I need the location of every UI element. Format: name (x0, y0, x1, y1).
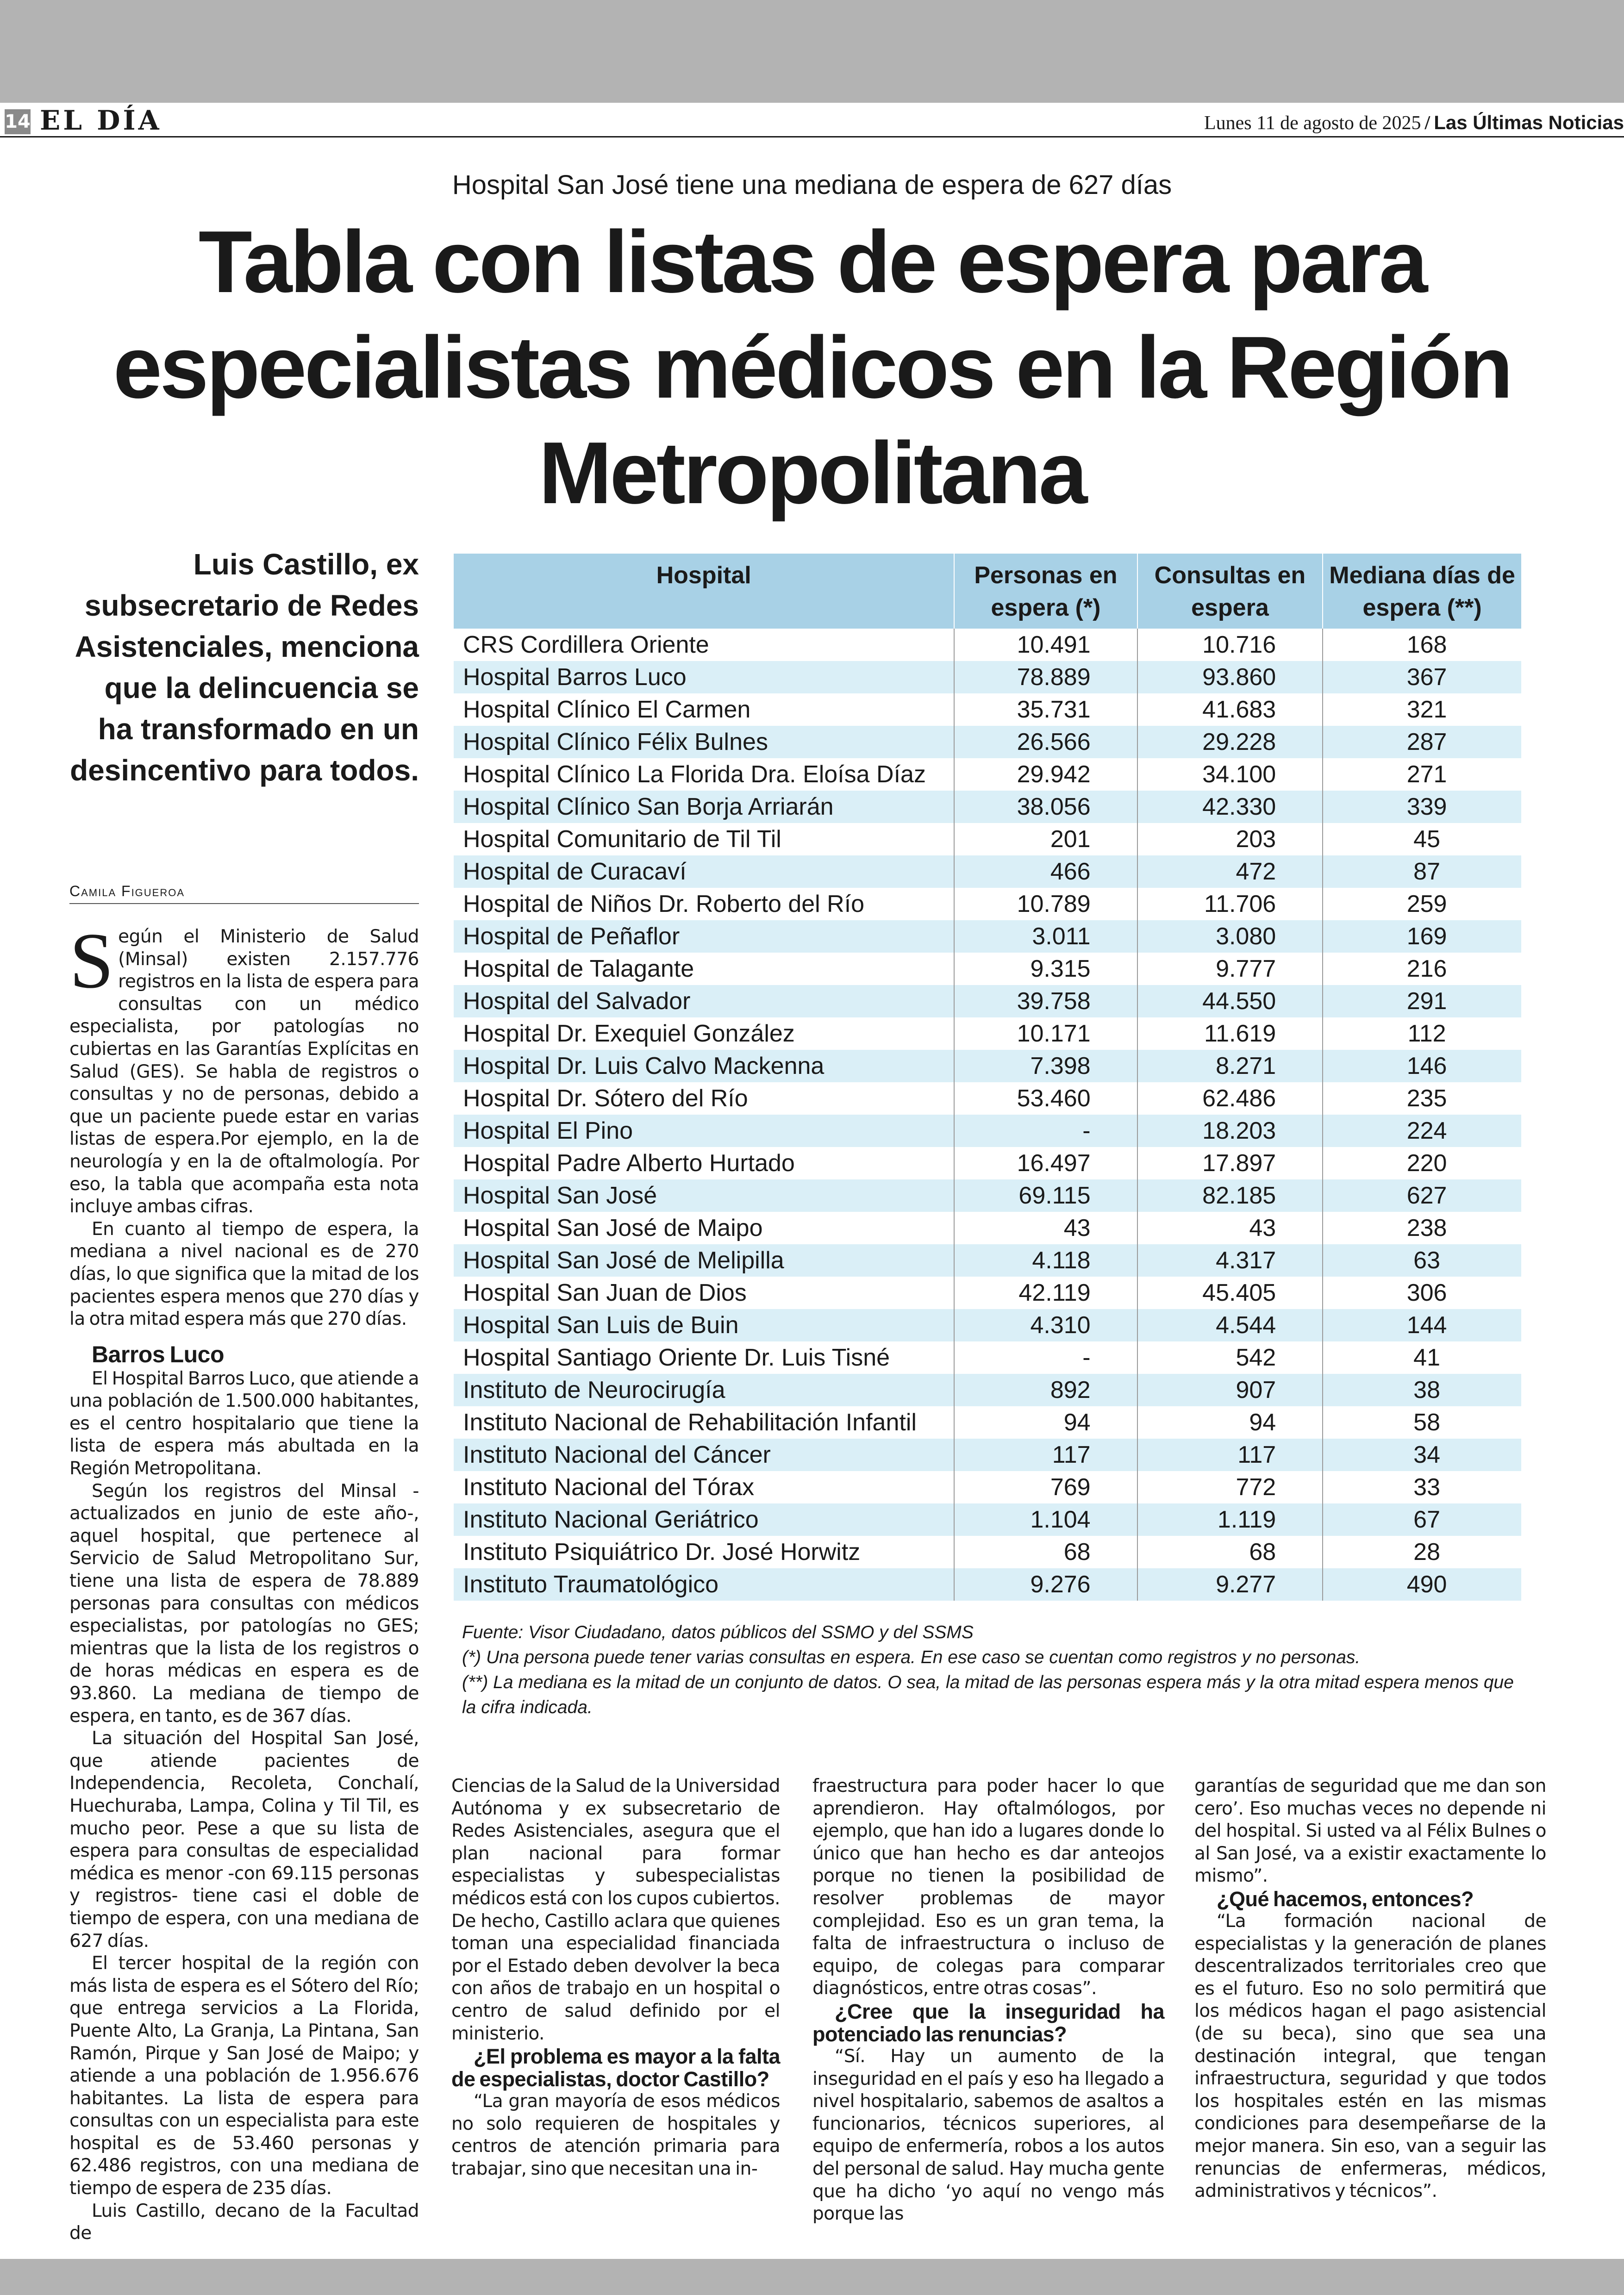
paragraph: Según los registros del Minsal -actualizados en junio de este año-, aquel hospital, que pertenece al Servicio de Salud Metropolitano Sur, tiene una lista de espera de 78.889 personas para consultas con médicos especialistas, por patologías no GES; mientras que la lista de los registros o de horas médicas en espera es de 93.860. La mediana de tiempo de espera, en tanto, es de 367 días. (69, 1480, 419, 1727)
cell-hospital: Instituto Traumatológico (463, 1571, 719, 1598)
cell-hospital: Instituto de Neurocirugía (463, 1377, 725, 1403)
cell-personas: 10.171 (954, 1017, 1137, 1050)
article-headline: Tabla con listas de espera para especialistas médicos en la Región Metropolitana (113, 213, 1511, 522)
cell-hospital: Hospital Dr. Sótero del Río (463, 1085, 748, 1112)
table-row (454, 1244, 1521, 1277)
article-kicker: Hospital San José tiene una mediana de espera de 627 días (452, 170, 1172, 200)
author-name: Camila Figueroa (69, 883, 185, 899)
table-row (454, 823, 1521, 855)
subheading-barros-luco: Barros Luco (92, 1341, 225, 1367)
cell-mediana: 367 (1323, 661, 1521, 693)
table-row (454, 1406, 1521, 1439)
table-row (454, 1536, 1521, 1568)
cell-consultas: 11.706 (1137, 888, 1323, 920)
cell-mediana: 287 (1323, 726, 1521, 758)
cell-hospital: Hospital San José de Maipo (463, 1215, 763, 1241)
cell-mediana: 58 (1323, 1406, 1521, 1439)
cell-hospital: Instituto Nacional del Tórax (463, 1474, 755, 1501)
cell-consultas: 203 (1137, 823, 1323, 855)
table-row (454, 1050, 1521, 1082)
cell-personas: 892 (954, 1374, 1137, 1406)
cell-mediana: 67 (1323, 1503, 1521, 1536)
paragraph: En cuanto al tiempo de espera, la mediana a nivel nacional es de 270 días, lo que significa que la mitad de los pacientes espera menos que 270 días y la otra mitad espera más que 270 días. (69, 1218, 419, 1330)
table-row (454, 758, 1521, 791)
cell-personas: 53.460 (954, 1082, 1137, 1115)
paragraph: fraestructura para poder hacer lo que aprendieron. Hay oftalmólogos, por ejemplo, que han ido a lugares donde lo único que han hecho es dar anteojos porque no tienen la posibilidad de resolver problemas de mayor complejidad. Eso es un gran tema, la falta de infraestructura o incluso de equipo, de colegas para comparar diagnósticos, entre otras cosas”. (812, 1776, 1164, 1999)
cell-personas: 78.889 (954, 661, 1137, 693)
cell-consultas: 43 (1137, 1212, 1323, 1244)
column-header-hospital: Hospital (454, 554, 954, 629)
byline (69, 882, 419, 904)
table-row (454, 953, 1521, 985)
cell-hospital: Hospital de Talagante (463, 955, 694, 982)
cell-hospital: Hospital San José (463, 1182, 657, 1209)
cell-mediana: 168 (1323, 629, 1521, 661)
cell-hospital: Hospital Clínico El Carmen (463, 696, 751, 723)
cell-hospital: Instituto Nacional de Rehabilitación Infantil (463, 1409, 917, 1436)
cell-personas: - (954, 1115, 1137, 1147)
cell-consultas: 9.277 (1137, 1568, 1323, 1601)
cell-personas: 10.789 (954, 888, 1137, 920)
cell-personas: 68 (954, 1536, 1137, 1568)
cell-personas: 42.119 (954, 1277, 1137, 1309)
interview-question: ¿Cree que la inseguridad ha potenciado las renuncias? (812, 1999, 1164, 2046)
cell-mediana: 216 (1323, 953, 1521, 985)
cell-hospital: Hospital San José de Melipilla (463, 1247, 784, 1274)
cell-consultas: 68 (1137, 1536, 1323, 1568)
cell-mediana: 238 (1323, 1212, 1521, 1244)
paragraph: garantías de seguridad que me dan son cero’. Eso muchas veces no depende ni del hospital. Si usted va al Félix Bulnes o al San José, va a existir exactamente lo mismo”. (1194, 1776, 1546, 1887)
cell-consultas: 93.860 (1137, 661, 1323, 693)
cell-consultas: 472 (1137, 855, 1323, 888)
cell-hospital: Hospital Clínico La Florida Dra. Eloísa Díaz (463, 761, 926, 788)
section-name: EL DÍA (40, 105, 162, 136)
dateline-separator: / (1424, 112, 1430, 134)
table-notes (462, 1620, 1522, 1720)
cell-mediana: 271 (1323, 758, 1521, 791)
cell-hospital: Hospital Clínico Félix Bulnes (463, 729, 768, 755)
cell-consultas: 62.486 (1137, 1082, 1323, 1115)
table-row (454, 985, 1521, 1017)
cell-hospital: Instituto Nacional Geriátrico (463, 1506, 759, 1533)
issue-date: Lunes 11 de agosto de 2025 (1204, 112, 1421, 134)
waiting-list-table (454, 554, 1521, 1601)
cell-mediana: 627 (1323, 1179, 1521, 1212)
cell-personas: 69.115 (954, 1179, 1137, 1212)
cell-hospital: Hospital Santiago Oriente Dr. Luis Tisné (463, 1344, 890, 1371)
paragraph: Según el Ministerio de Salud (Minsal) existen 2.157.776 registros en la lista de espera para consultas con un médico especialista, por patologías no cubiertas en las Garantías Explícitas en Salud (GES). Se habla de registros o consultas y no de personas, debido a que un paciente puede estar en varias listas de espera.Por ejemplo, en la de neurología y en la de oftalmología. Por eso, la tabla que acompaña esta nota incluye ambas cifras. (69, 917, 419, 1217)
article-column-2 (451, 1775, 780, 2181)
table-note-personas: (*) Una persona puede tener varias consultas en espera. En ese caso se cuentan como registros y no personas. (462, 1647, 1361, 1667)
cell-consultas: 42.330 (1137, 791, 1323, 823)
paragraph: La situación del Hospital San José, que atiende pacientes de Independencia, Recoleta, Conchalí, Huechuraba, Lampa, Colina y Til Til, es mucho peor. Pese a que su lista de espera para consultas de especialidad médica es menor -con 69.115 personas y registros- tiene casi el doble de tiempo de espera, con una mediana de 627 días. (69, 1728, 419, 1952)
table-row (454, 1503, 1521, 1536)
cell-mediana: 146 (1323, 1050, 1521, 1082)
table-row (454, 1277, 1521, 1309)
interview-question: ¿El problema es mayor a la falta de especialistas, doctor Castillo? (451, 2045, 780, 2091)
cell-hospital: Hospital Comunitario de Til Til (463, 826, 781, 853)
cell-mediana: 220 (1323, 1147, 1521, 1179)
table-row (454, 1439, 1521, 1471)
drop-cap: S (69, 917, 114, 1005)
cell-consultas: 41.683 (1137, 693, 1323, 726)
cell-consultas: 117 (1137, 1439, 1323, 1471)
cell-consultas: 11.619 (1137, 1017, 1323, 1050)
table-row (454, 920, 1521, 953)
paragraph: Ciencias de la Salud de la Universidad Autónoma y ex subsecretario de Redes Asistenciales, asegura que el plan nacional para formar especialistas y subespecialistas médicos está con los cupos cubiertos. De hecho, Castillo aclara que quienes toman una especialidad financiada por el Estado deben devolver la beca con años de trabajo en un hospital o centro de salud definido por el ministerio. (451, 1776, 780, 2044)
cell-mediana: 38 (1323, 1374, 1521, 1406)
cell-consultas: 17.897 (1137, 1147, 1323, 1179)
cell-mediana: 490 (1323, 1568, 1521, 1601)
bottom-margin-band (0, 2259, 1624, 2295)
cell-mediana: 45 (1323, 823, 1521, 855)
table-source: Fuente: Visor Ciudadano, datos públicos del SSMO y del SSMS (462, 1622, 974, 1642)
table-row (454, 1374, 1521, 1406)
cell-consultas: 9.777 (1137, 953, 1323, 985)
cell-hospital: Hospital Dr. Exequiel González (463, 1020, 795, 1047)
table-row (454, 1115, 1521, 1147)
cell-personas: 7.398 (954, 1050, 1137, 1082)
cell-mediana: 235 (1323, 1082, 1521, 1115)
cell-consultas: 907 (1137, 1374, 1323, 1406)
cell-personas: 38.056 (954, 791, 1137, 823)
cell-personas: 769 (954, 1471, 1137, 1503)
cell-hospital: Hospital El Pino (463, 1117, 633, 1144)
cell-mediana: 28 (1323, 1536, 1521, 1568)
cell-mediana: 87 (1323, 855, 1521, 888)
cell-hospital: Hospital Barros Luco (463, 664, 687, 691)
cell-hospital: Hospital de Peñaflor (463, 923, 680, 950)
cell-consultas: 3.080 (1137, 920, 1323, 953)
cell-consultas: 4.317 (1137, 1244, 1323, 1277)
page-number: 14 (5, 109, 31, 134)
table-row (454, 855, 1521, 888)
column-header-mediana: Mediana días de espera (**) (1323, 554, 1521, 629)
cell-personas: 4.310 (954, 1309, 1137, 1341)
cell-personas: 3.011 (954, 920, 1137, 953)
table-row (454, 661, 1521, 693)
cell-mediana: 321 (1323, 693, 1521, 726)
table-row (454, 791, 1521, 823)
cell-consultas: 94 (1137, 1406, 1323, 1439)
table-row (454, 1341, 1521, 1374)
cell-consultas: 10.716 (1137, 629, 1323, 661)
newspaper-name: Las Últimas Noticias (1434, 112, 1624, 133)
cell-mediana: 63 (1323, 1244, 1521, 1277)
cell-consultas: 29.228 (1137, 726, 1323, 758)
cell-consultas: 542 (1137, 1341, 1323, 1374)
cell-mediana: 112 (1323, 1017, 1521, 1050)
cell-hospital: Hospital Clínico San Borja Arriarán (463, 793, 834, 820)
top-margin-band (0, 0, 1624, 103)
cell-hospital: Hospital San Juan de Dios (463, 1279, 747, 1306)
paragraph: El tercer hospital de la región con más lista de espera es el Sótero del Río; que entrega servicios a La Florida, Puente Alto, La Granja, La Pintana, San Ramón, Pirque y San José de Maipo; y atiende a una población de 1.956.676 habitantes. La lista de espera para consultas con un especialista para este hospital es de 53.460 personas y 62.486 registros, con una mediana de tiempo de espera de 235 días. (69, 1953, 419, 2199)
paragraph: “Sí. Hay un aumento de la inseguridad en el país y eso ha llegado a nivel hospitalario, sabemos de asaltos a funcionarios, técnicos superiores, al equipo de enfermería, robos a los autos del personal de salud. Hay mucha gente que ha dicho ‘yo aquí no vengo más porque las (812, 2046, 1164, 2225)
cell-hospital: Hospital de Niños Dr. Roberto del Río (463, 891, 865, 917)
article-lead: Luis Castillo, ex subsecretario de Redes Asistenciales, menciona que la delincuencia se ha transformado en un desincentivo para todos. (70, 548, 419, 787)
table-row (454, 1179, 1521, 1212)
cell-personas: 16.497 (954, 1147, 1137, 1179)
cell-personas: 1.104 (954, 1503, 1137, 1536)
table-row (454, 1309, 1521, 1341)
cell-mediana: 33 (1323, 1471, 1521, 1503)
cell-personas: 9.276 (954, 1568, 1137, 1601)
cell-hospital: Hospital de Curacaví (463, 858, 687, 885)
cell-consultas: 82.185 (1137, 1179, 1323, 1212)
table-row (454, 888, 1521, 920)
cell-personas: 94 (954, 1406, 1137, 1439)
table-row (454, 629, 1521, 661)
table-row (454, 693, 1521, 726)
cell-consultas: 8.271 (1137, 1050, 1323, 1082)
table-row (454, 1082, 1521, 1115)
cell-mediana: 306 (1323, 1277, 1521, 1309)
cell-mediana: 144 (1323, 1309, 1521, 1341)
cell-consultas: 4.544 (1137, 1309, 1323, 1341)
cell-mediana: 291 (1323, 985, 1521, 1017)
interview-question: ¿Qué hacemos, entonces? (1217, 1887, 1474, 1911)
cell-personas: 4.118 (954, 1244, 1137, 1277)
cell-personas: 29.942 (954, 758, 1137, 791)
cell-personas: 39.758 (954, 985, 1137, 1017)
table-header (454, 554, 1521, 629)
header-dateline (1204, 111, 1624, 135)
table-row (454, 1568, 1521, 1601)
cell-personas: 10.491 (954, 629, 1137, 661)
column-header-personas: Personas en espera (*) (954, 554, 1137, 629)
table-row (454, 726, 1521, 758)
cell-hospital: Hospital Dr. Luis Calvo Mackenna (463, 1053, 824, 1079)
article-column-1 (69, 917, 419, 2245)
paragraph: El Hospital Barros Luco, que atiende a una población de 1.500.000 habitantes, es el centro hospitalario que tiene la lista de espera más abultada en la Región Metropolitana. (69, 1368, 419, 1479)
table-row (454, 1147, 1521, 1179)
header-rule (0, 136, 1624, 137)
cell-mediana: 224 (1323, 1115, 1521, 1147)
cell-consultas: 772 (1137, 1471, 1323, 1503)
cell-consultas: 1.119 (1137, 1503, 1323, 1536)
cell-personas: 9.315 (954, 953, 1137, 985)
cell-mediana: 34 (1323, 1439, 1521, 1471)
cell-hospital: Hospital del Salvador (463, 988, 691, 1015)
cell-consultas: 34.100 (1137, 758, 1323, 791)
paragraph: “La gran mayoría de esos médicos no solo requieren de hospitales y centros de atención primaria para trabajar, sino que necesitan una in- (451, 2091, 780, 2179)
article-column-3 (812, 1775, 1164, 2226)
cell-hospital: Instituto Nacional del Cáncer (463, 1441, 771, 1468)
cell-mediana: 41 (1323, 1341, 1521, 1374)
page-header (0, 103, 1624, 135)
table-row (454, 1017, 1521, 1050)
cell-mediana: 169 (1323, 920, 1521, 953)
cell-consultas: 18.203 (1137, 1115, 1323, 1147)
cell-personas: 201 (954, 823, 1137, 855)
cell-personas: 35.731 (954, 693, 1137, 726)
table-row (454, 1471, 1521, 1503)
cell-hospital: Hospital Padre Alberto Hurtado (463, 1150, 795, 1177)
table-row (454, 1212, 1521, 1244)
column-header-consultas: Consultas en espera (1137, 554, 1323, 629)
cell-hospital: CRS Cordillera Oriente (463, 631, 709, 658)
cell-personas: 26.566 (954, 726, 1137, 758)
cell-hospital: Hospital San Luis de Buin (463, 1312, 739, 1339)
cell-mediana: 339 (1323, 791, 1521, 823)
table-body (454, 629, 1521, 1601)
article-column-4 (1194, 1775, 1546, 2203)
cell-hospital: Instituto Psiquiátrico Dr. José Horwitz (463, 1539, 861, 1565)
cell-personas: - (954, 1341, 1137, 1374)
cell-personas: 466 (954, 855, 1137, 888)
cell-personas: 117 (954, 1439, 1137, 1471)
cell-personas: 43 (954, 1212, 1137, 1244)
cell-mediana: 259 (1323, 888, 1521, 920)
paragraph: “La formación nacional de especialistas y la generación de planes descentralizados territoriales creo que es el futuro. Eso no solo permitirá que los médicos hagan el pago asistencial (de su beca), sino que sea una destinación integral, que tengan infraestructura, seguridad y que todos los hospitales estén en las mismas condiciones para desempeñarse de la mejor manera. Sin eso, van a seguir las renuncias de enfermeras, médicos, administrativos y técnicos”. (1194, 1910, 1546, 2202)
paragraph: Luis Castillo, decano de la Facultad de (69, 2200, 419, 2244)
table-note-mediana: (**) La mediana es la mitad de un conjunto de datos. O sea, la mitad de las personas espera más y la otra mitad espera menos que la cifra indicada. (462, 1672, 1514, 1717)
cell-consultas: 44.550 (1137, 985, 1323, 1017)
cell-consultas: 45.405 (1137, 1277, 1323, 1309)
